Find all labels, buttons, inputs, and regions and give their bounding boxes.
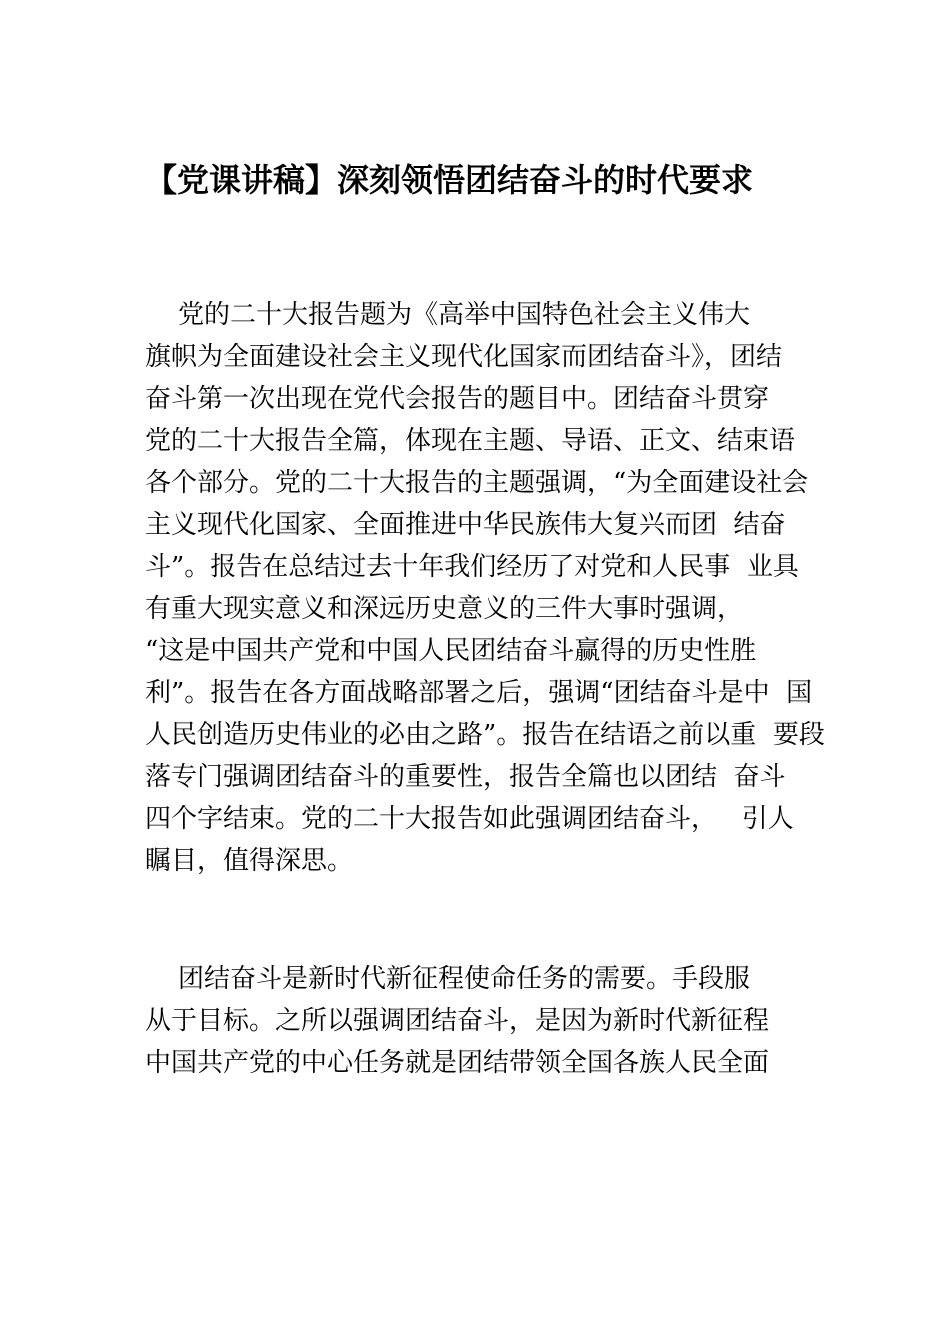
paragraph-line: “这是中国共产党和中国人民团结奋斗赢得的历史性胜: [145, 636, 757, 666]
paragraph-line: 各个部分。党的二十大报告的主题强调，“为全面建设社会: [145, 468, 809, 498]
paragraph-line: 四个字结束。党的二十大报告如此强调团结奋斗， 引人: [145, 804, 794, 834]
paragraph-line: 奋斗第一次出现在党代会报告的题目中。团结奋斗贯穿: [145, 384, 770, 414]
document-title: 【党课讲稿】深刻领悟团结奋斗的时代要求: [145, 161, 754, 199]
paragraph-line: 中国共产党的中心任务就是团结带领全国各族人民全面: [145, 1048, 770, 1078]
paragraph-line: 斗”。报告在总结过去十年我们经历了对党和人民事 业具: [145, 552, 799, 582]
paragraph-line: 旗帜为全面建设社会主义现代化国家而团结奋斗》，团结: [145, 342, 783, 372]
paragraph-line: 党的二十大报告题为《高举中国特色社会主义伟大: [145, 300, 751, 330]
paragraph-line: 团结奋斗是新时代新征程使命任务的需要。手段服: [145, 964, 751, 994]
paragraph-line: 有重大现实意义和深远历史意义的三件大事时强调，: [145, 594, 744, 624]
paragraph-line: 主义现代化国家、全面推进中华民族伟大复兴而团 结奋: [145, 510, 786, 540]
paragraph-line: 瞩目，值得深思。: [145, 846, 354, 876]
paragraph-line: 党的二十大报告全篇，体现在主题、导语、正文、结束语: [145, 426, 796, 456]
paragraph-line: 人民创造历史伟业的必由之路”。报告在结语之前以重 要段: [145, 720, 825, 750]
paragraph-line: 利”。报告在各方面战略部署之后，强调“团结奋斗是中 国: [145, 678, 813, 708]
paragraph-2: [145, 958, 845, 1084]
paragraph-line: 落专门强调团结奋斗的重要性，报告全篇也以团结 奋斗: [145, 762, 786, 792]
paragraph-line: 从于目标。之所以强调团结奋斗，是因为新时代新征程: [145, 1006, 770, 1036]
paragraph-1: [145, 294, 845, 882]
